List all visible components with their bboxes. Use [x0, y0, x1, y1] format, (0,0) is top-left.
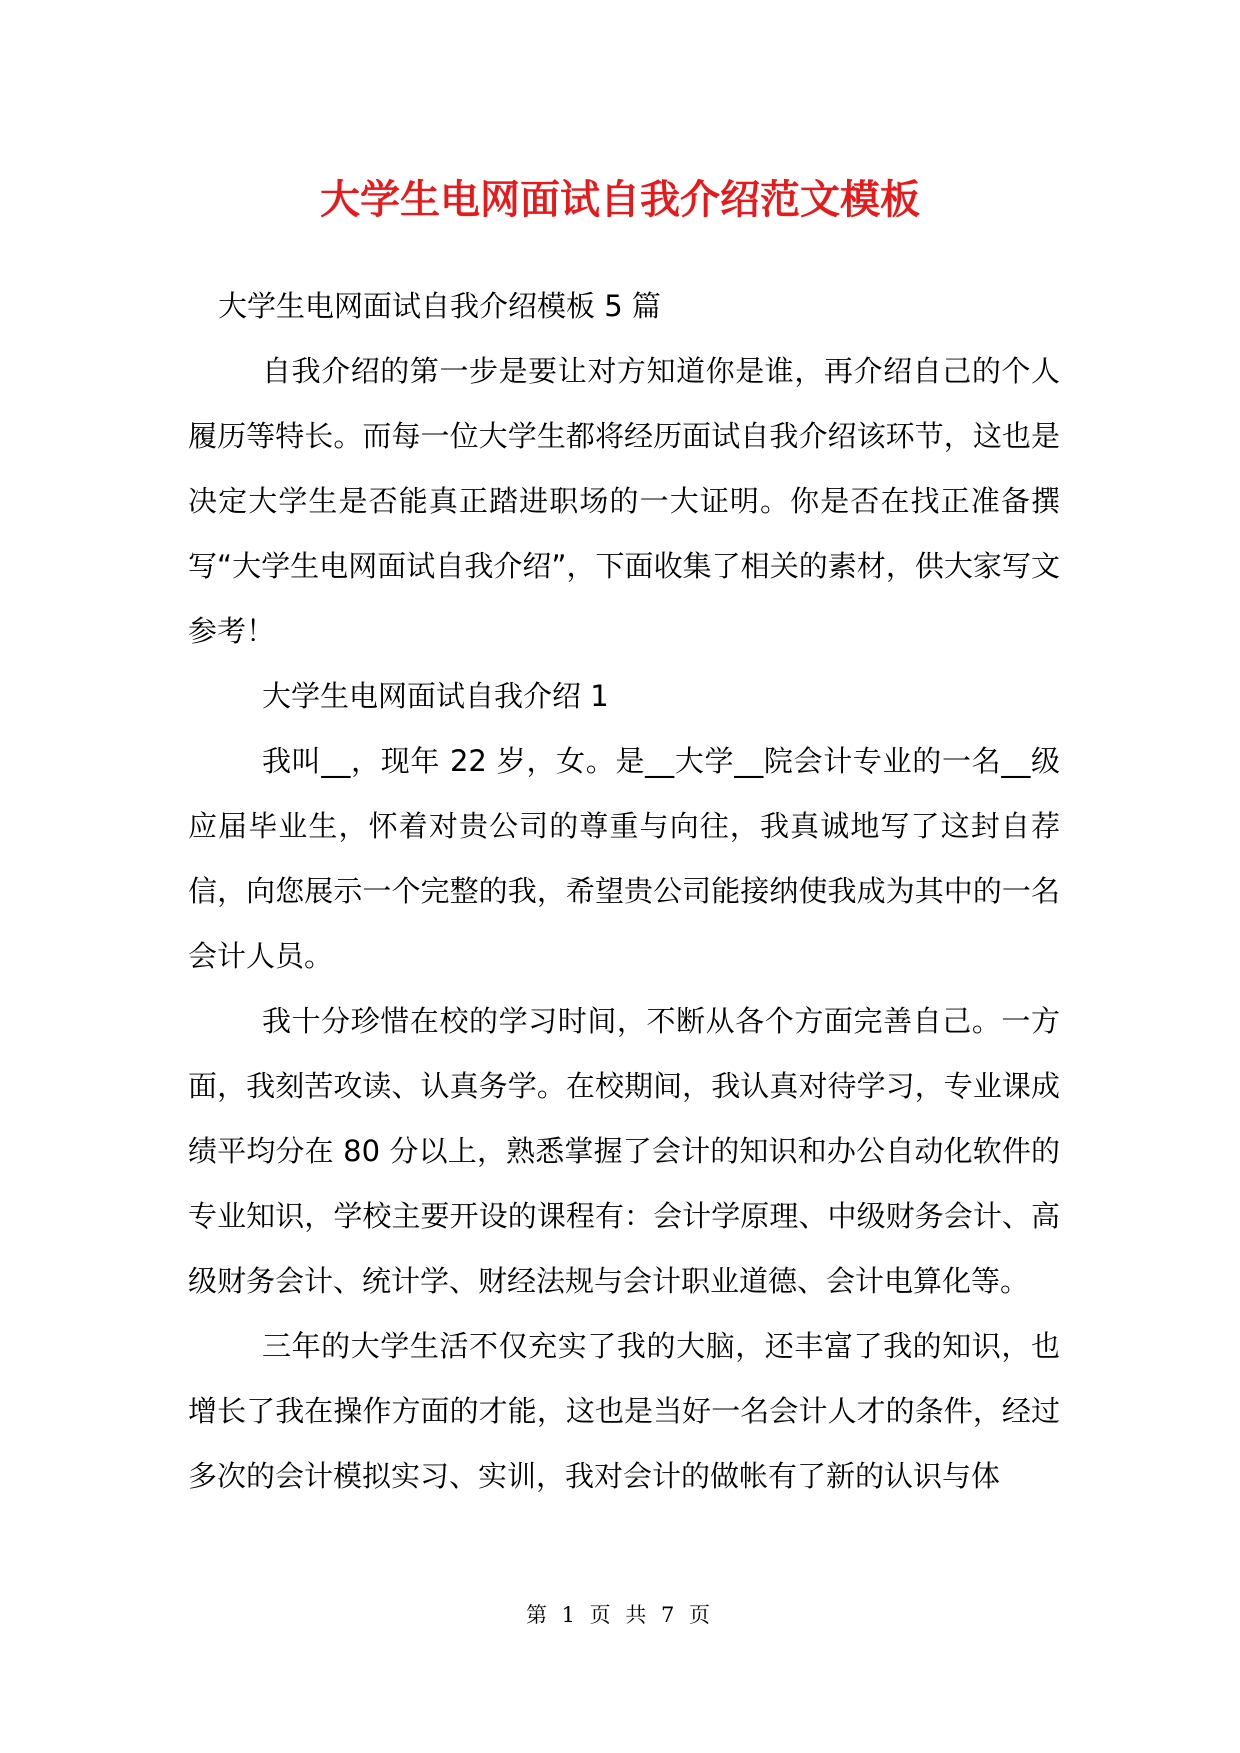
document-body [188, 274, 1060, 1509]
paragraph: 我十分珍惜在校的学习时间，不断从各个方面完善自己。一方面，我刻苦攻读、认真务学。在校期间，我认真对待学习，专业课成绩平均分在 80 分以上，熟悉掌握了会计的知识和办公自动化软件的专业知识，学校主要开设的课程有：会计学原理、中级财务会计、高级财务会计、统计学、财经法规与会计职业道德、会计电算化等。 [188, 1004, 1060, 1298]
section-heading: 大学生电网面试自我介绍 1 [262, 679, 609, 713]
document-title: 大学生电网面试自我介绍范文模板 [320, 177, 920, 223]
paragraph: 我叫__，现年 22 岁，女。是__大学__院会计专业的一名__级应届毕业生，怀着对贵公司的尊重与向往，我真诚地写了这封自荐信，向您展示一个完整的我，希望贵公司能接纳使我成为其中的一名会计人员。 [188, 744, 1060, 973]
page-number: 第 1 页 共 7 页 [525, 1603, 715, 1627]
document-subtitle: 大学生电网面试自我介绍模板 5 篇 [218, 289, 661, 323]
paragraph-intro: 自我介绍的第一步是要让对方知道你是谁，再介绍自己的个人履历等特长。而每一位大学生都将经历面试自我介绍该环节，这也是决定大学生是否能真正踏进职场的一大证明。你是否在找正准备撰写“大学生电网面试自我介绍”，下面收集了相关的素材，供大家写文参考！ [188, 354, 1060, 648]
paragraph: 三年的大学生活不仅充实了我的大脑，还丰富了我的知识，也增长了我在操作方面的才能，这也是当好一名会计人才的条件，经过多次的会计模拟实习、实训，我对会计的做帐有了新的认识与体 [188, 1329, 1060, 1493]
